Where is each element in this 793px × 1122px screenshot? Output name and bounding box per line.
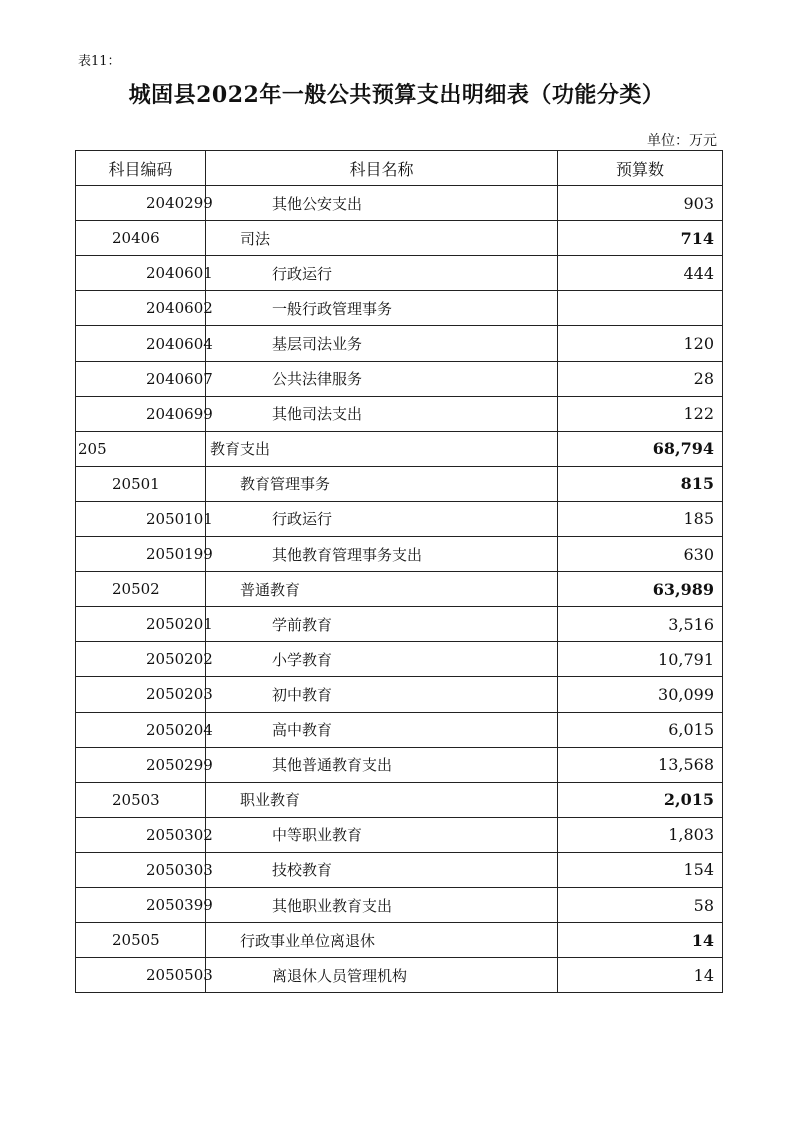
row-name: 司法 xyxy=(206,221,558,256)
row-amount: 3,516 xyxy=(558,607,723,642)
row-name: 学前教育 xyxy=(206,607,558,642)
table-row xyxy=(76,747,723,782)
table-row xyxy=(76,396,723,431)
row-name: 其他普通教育支出 xyxy=(206,747,558,782)
row-name: 行政运行 xyxy=(206,256,558,291)
table-row xyxy=(76,291,723,326)
row-code: 2050303 xyxy=(76,852,206,887)
row-code: 2040601 xyxy=(76,256,206,291)
row-code: 2050202 xyxy=(76,642,206,677)
row-code: 2040299 xyxy=(76,186,206,221)
row-amount: 14 xyxy=(558,958,723,993)
row-code: 2050399 xyxy=(76,887,206,922)
row-code: 2040602 xyxy=(76,291,206,326)
row-name: 技校教育 xyxy=(206,852,558,887)
table-row xyxy=(76,817,723,852)
row-amount: 815 xyxy=(558,466,723,501)
row-code: 2050199 xyxy=(76,537,206,572)
row-name: 其他司法支出 xyxy=(206,396,558,431)
header-row xyxy=(76,151,723,186)
page-title: 城固县2022年一般公共预算支出明细表（功能分类） xyxy=(128,82,665,108)
row-code: 20502 xyxy=(76,572,206,607)
row-amount: 13,568 xyxy=(558,747,723,782)
row-name: 中等职业教育 xyxy=(206,817,558,852)
row-amount: 714 xyxy=(558,221,723,256)
row-name: 教育支出 xyxy=(206,431,558,466)
table-row xyxy=(76,326,723,361)
row-code: 2050201 xyxy=(76,607,206,642)
header-code: 科目编码 xyxy=(76,151,206,186)
row-name: 高中教育 xyxy=(206,712,558,747)
row-amount: 10,791 xyxy=(558,642,723,677)
row-code: 2050503 xyxy=(76,958,206,993)
row-code: 205 xyxy=(76,431,206,466)
table-row xyxy=(76,958,723,993)
row-name: 普通教育 xyxy=(206,572,558,607)
row-amount: 1,803 xyxy=(558,817,723,852)
table-row xyxy=(76,923,723,958)
row-name: 职业教育 xyxy=(206,782,558,817)
table-row xyxy=(76,221,723,256)
table-row xyxy=(76,186,723,221)
table-row xyxy=(76,642,723,677)
table-row xyxy=(76,361,723,396)
row-code: 2050203 xyxy=(76,677,206,712)
header-amount: 预算数 xyxy=(558,151,723,186)
row-name: 初中教育 xyxy=(206,677,558,712)
row-name: 小学教育 xyxy=(206,642,558,677)
row-name: 行政事业单位离退休 xyxy=(206,923,558,958)
row-code: 20503 xyxy=(76,782,206,817)
row-code: 20406 xyxy=(76,221,206,256)
budget-table xyxy=(75,150,723,993)
row-amount: 30,099 xyxy=(558,677,723,712)
table-row xyxy=(76,782,723,817)
row-name: 其他教育管理事务支出 xyxy=(206,537,558,572)
table-row xyxy=(76,572,723,607)
table-row xyxy=(76,466,723,501)
table-row xyxy=(76,607,723,642)
row-code: 20505 xyxy=(76,923,206,958)
row-name: 基层司法业务 xyxy=(206,326,558,361)
row-name: 行政运行 xyxy=(206,501,558,536)
header-name: 科目名称 xyxy=(206,151,558,186)
table-row xyxy=(76,537,723,572)
row-name: 公共法律服务 xyxy=(206,361,558,396)
row-amount: 120 xyxy=(558,326,723,361)
row-amount: 122 xyxy=(558,396,723,431)
row-name: 一般行政管理事务 xyxy=(206,291,558,326)
table-row xyxy=(76,712,723,747)
row-code: 2040604 xyxy=(76,326,206,361)
table-row xyxy=(76,256,723,291)
row-amount: 68,794 xyxy=(558,431,723,466)
row-code: 20501 xyxy=(76,466,206,501)
row-amount: 63,989 xyxy=(558,572,723,607)
table-row xyxy=(76,677,723,712)
row-code: 2040607 xyxy=(76,361,206,396)
row-amount: 6,015 xyxy=(558,712,723,747)
row-name: 教育管理事务 xyxy=(206,466,558,501)
row-amount: 14 xyxy=(558,923,723,958)
table-row xyxy=(76,852,723,887)
row-code: 2050302 xyxy=(76,817,206,852)
row-name: 离退休人员管理机构 xyxy=(206,958,558,993)
row-amount xyxy=(558,291,723,326)
unit-label: 单位：万元 xyxy=(647,133,717,149)
table-row xyxy=(76,501,723,536)
row-amount: 185 xyxy=(558,501,723,536)
row-code: 2040699 xyxy=(76,396,206,431)
row-code: 2050299 xyxy=(76,747,206,782)
row-amount: 630 xyxy=(558,537,723,572)
row-name: 其他职业教育支出 xyxy=(206,887,558,922)
row-amount: 2,015 xyxy=(558,782,723,817)
row-name: 其他公安支出 xyxy=(206,186,558,221)
row-amount: 58 xyxy=(558,887,723,922)
row-code: 2050204 xyxy=(76,712,206,747)
row-amount: 444 xyxy=(558,256,723,291)
table-row xyxy=(76,887,723,922)
table-number: 表11： xyxy=(78,54,121,69)
row-code: 2050101 xyxy=(76,501,206,536)
row-amount: 903 xyxy=(558,186,723,221)
row-amount: 28 xyxy=(558,361,723,396)
row-amount: 154 xyxy=(558,852,723,887)
table-row xyxy=(76,431,723,466)
